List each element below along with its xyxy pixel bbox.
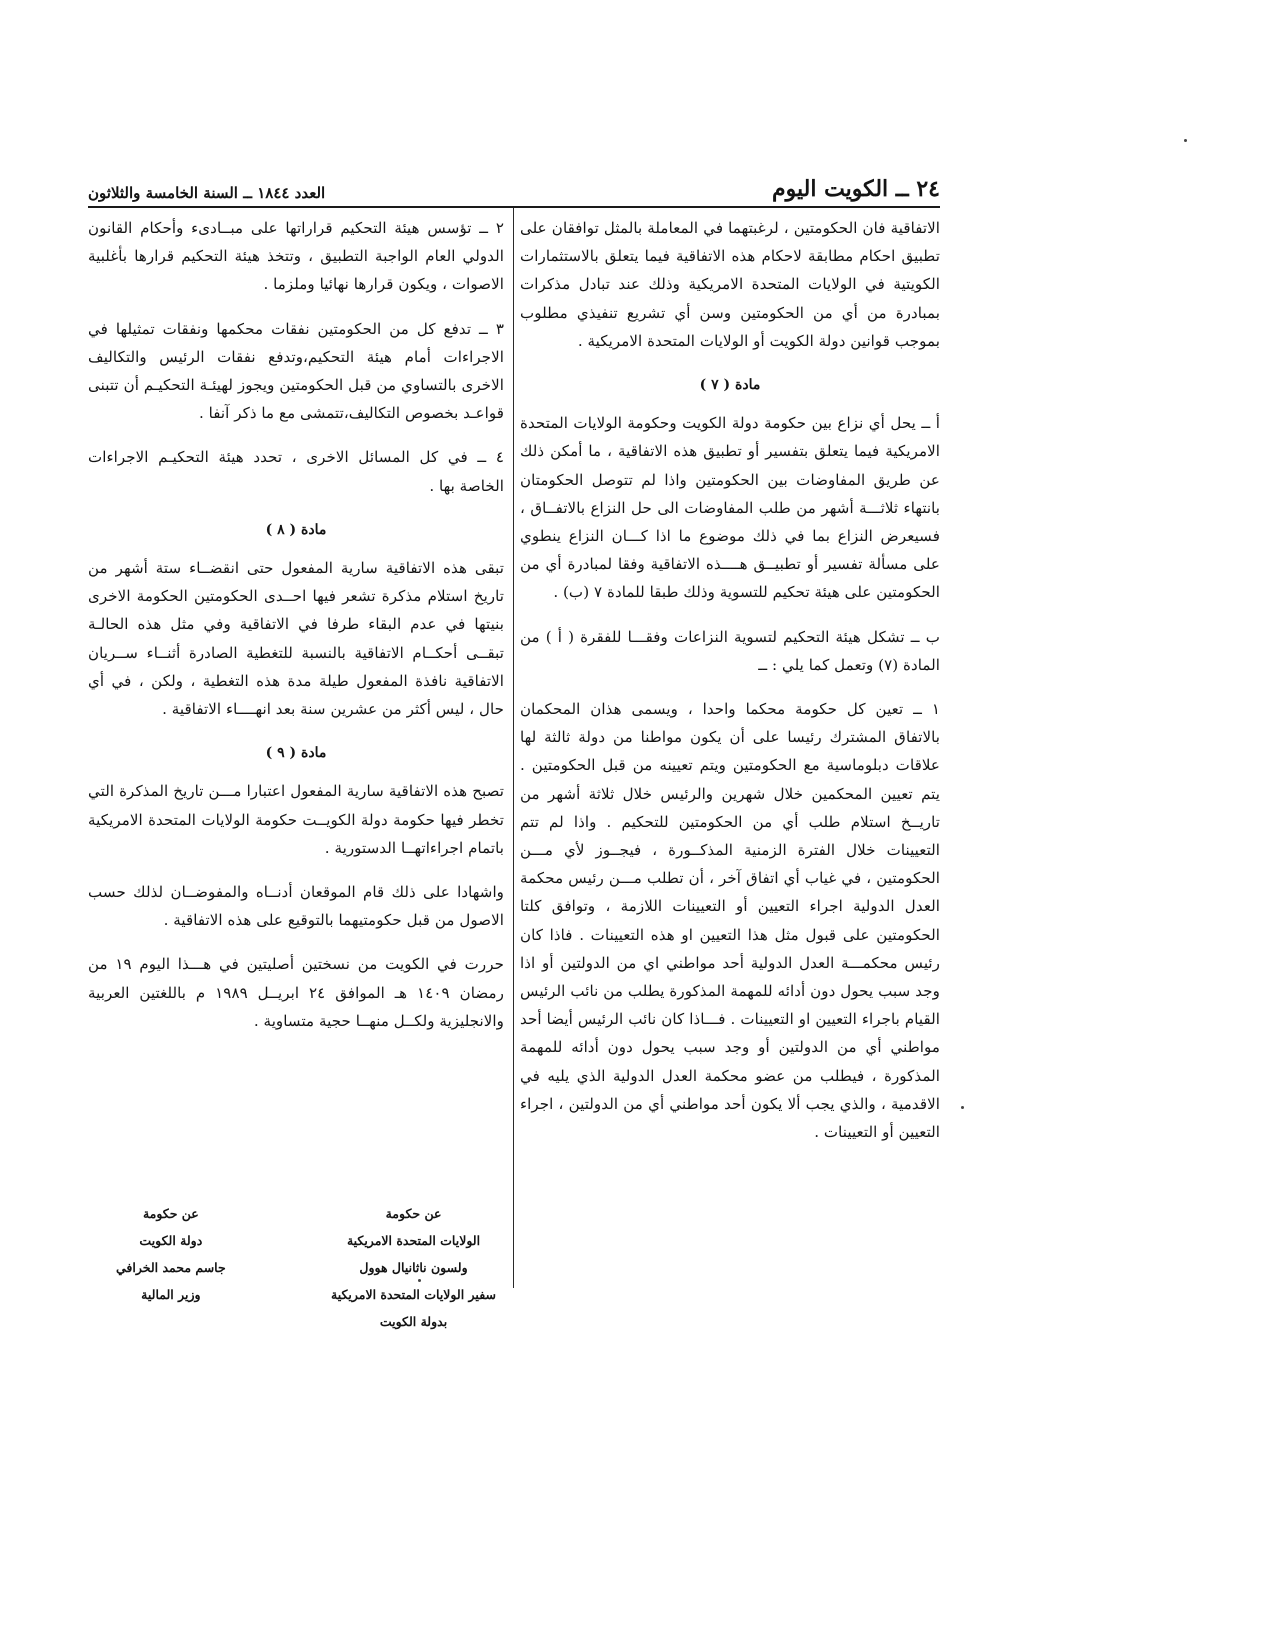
signature-line: عن حكومة — [385, 1206, 442, 1221]
paragraph: ٣ ــ تدفع كل من الحكومتين نفقات محكمها ونفقات تمثيلها في الاجراءات أمام هيئة التحكيم،وتدفع نفقات الرئيس والتكاليف الاخرى بالتساوي من قبل الحكومتين ويجوز لهيئـة التحكيـم أن تتبنى قواعـد بخصوص التكاليف،تتمشى مع ما ذكر آنفا . — [88, 319, 504, 423]
signature-line: ولسون ناثانيال هوول — [359, 1260, 468, 1275]
paragraph: تبقى هذه الاتفاقية سارية المفعول حتى انقضــاء ستة أشهر من تاريخ استلام مذكرة تشعر فيها احــدى الحكومتين الحكومة الاخرى بنيتها في عدم البقاء طرفا في الاتفاقية وفي مثل هذه الحالـة تبقــى أحكــام الاتفاقية بالنسبة للتغطية الصادرة أثنــاء ســريان الاتفاقية نافذة المفعول طيلة مدة هذه التغطية ، ولكن ، في أي حال ، ليس أكثر من عشرين سنة بعد انهــــاء الاتفاقية . — [88, 559, 504, 719]
paragraph: ٢ ــ تؤسس هيئة التحكيم قراراتها على مبــادىء وأحكام القانون الدولي العام الواجبة التطبيق ، وتتخذ هيئة التحكيم قرارها بأغلبية الاصوات ، ويكون قرارها نهائيا وملزما . — [88, 219, 504, 294]
page-title: ٢٤ ــ الكويت اليوم — [771, 176, 940, 202]
paragraph: ١ ــ تعين كل حكومة محكما واحدا ، ويسمى هذان المحكمان بالاتفاق المشترك رئيسا على أن يكون مواطنا من دولة ثالثة لها علاقات دبلوماسية مع الحكومتين ويتم تعيينه من قبل الحكومتين . يتم تعيين المحكمين خلال شهرين والرئيس خلال ثلاثة أشهر من تاريــخ استلام طلب أي من الحكومتين للتحكيم . واذا لم تتم التعيينات خلال الفترة الزمنية المذكــورة ، فيجــوز لأي مـــن الحكومتين ، في غياب أي اتفاق آخر ، أن تطلب مـــن رئيس محكمة العدل الدولية اجراء التعيين أو التعيينات اللازمة ، وتوافق كلتا الحكومتين على قبول مثل هذا التعيين او هذه التعيينات . فاذا كان رئيس محكمـــة العدل الدولية أحد مواطني اي من الدولتين أو اذا وجد سبب يحول دون أدائه للمهمة المذكورة يطلب من نائب الرئيس القيام باجراء التعيين او التعيينات . فـــاذا كان نائب الرئيس أيضا أحد مواطني أي من الدولتين أو وجد سبب يحول دون أدائه للمهمة المذكورة ، فيطلب من عضو محكمة العدل الدولية الذي يليه في الاقدمية ، والذي يجب ألا يكون أحد مواطني أي من الدولتين ، اجراء التعيين أو التعيينات . — [520, 700, 940, 1142]
scan-speck — [418, 1279, 421, 1282]
paragraph: حررت في الكويت من نسختين أصليتين في هـــذا اليوم ١٩ من رمضان ١٤٠٩ هـ الموافق ٢٤ ابريــل ١٩٨٩ م باللغتين العربية والانجليزية ولكــل منهــا حجية متساوية . — [88, 955, 505, 1030]
paragraph: أ ــ يحل أي نزاع بين حكومة دولة الكويت وحكومة الولايات المتحدة الامريكية فيما يتعلق بتفسير أو تطبيق هذه الاتفاقية ، ما أمكن ذلك عن طريق المفاوضات بين الحكومتين واذا لم تتوصل الحكومتان بانتهاء ثلاثـــة أشهر من طلب المفاوضات الى حل النزاع بالاتفــاق ، فسيعرض النزاع بما في ذلك موضوع ما اذا كـــان النزاع ينطوي على مسألة تفسير أو تطبيــق هــــذه الاتفاقية وفقا لمبادرة أي من الحكومتين على هيئة تحكيم للتسوية وذلك طبقا للمادة ٧ (ب) . — [520, 414, 940, 602]
paragraph: واشهادا على ذلك قام الموقعان أدنــاه والمفوضــان لذلك حسب الاصول من قبل حكومتيهما بالتوقيع على هذه الاتفاقية . — [88, 883, 504, 930]
article-heading: مادة ( ٧ ) — [699, 377, 761, 394]
signature-kuwait — [116, 1200, 226, 1335]
page-header — [88, 172, 940, 208]
signature-block — [116, 1200, 496, 1335]
paragraph: ٤ ــ في كل المسائل الاخرى ، تحدد هيئة التحكيـم الاجراءات الخاصة بها . — [88, 448, 504, 495]
right-column — [520, 214, 940, 1162]
paragraph: الاتفاقية فان الحكومتين ، لرغبتهما في المعاملة بالمثل توافقان على تطبيق احكام مطابقة لاحكام هذه الاتفاقية فيما يتعلق بالاستثمارات الكويتية في الولايات المتحدة الامريكية وذلك عند تبادل مذكرات بمبادرة من أي من الحكومتين وسن أي تشريع تنفيذي مطلوب بموجب قوانين دولة الكويت أو الولايات المتحدة الامريكية . — [520, 219, 940, 350]
paragraph: تصبح هذه الاتفاقية سارية المفعول اعتبارا مـــن تاريخ المذكرة التي تخطر فيها حكومة دولة الكويــت حكومة الولايات المتحدة الامريكية باتمام اجراءاتهــا الدستورية . — [88, 782, 504, 857]
scan-speck — [1184, 139, 1187, 142]
paragraph: ب ــ تشكل هيئة التحكيم لتسوية النزاعات وفقـــا للفقرة ( أ ) من المادة (٧) وتعمل كما يلي : ــ — [520, 627, 940, 674]
left-column — [88, 214, 504, 1051]
signature-line: بدولة الكويت — [379, 1314, 448, 1329]
signature-line: دولة الكويت — [139, 1233, 203, 1248]
signature-line: عن حكومة — [142, 1206, 199, 1221]
issue-info: العدد ١٨٤٤ ــ السنة الخامسة والثلاثون — [88, 184, 326, 202]
signature-line: سفير الولايات المتحدة الامريكية — [331, 1287, 496, 1302]
signature-line: جاسم محمد الخرافي — [116, 1260, 226, 1275]
signature-line: الولايات المتحدة الامريكية — [346, 1233, 481, 1248]
signature-usa — [331, 1200, 496, 1335]
column-divider — [513, 208, 514, 1288]
signature-line: وزير المالية — [141, 1287, 201, 1302]
scan-speck — [961, 1106, 964, 1109]
article-heading: مادة ( ٨ ) — [265, 521, 327, 538]
article-heading: مادة ( ٩ ) — [265, 745, 327, 762]
